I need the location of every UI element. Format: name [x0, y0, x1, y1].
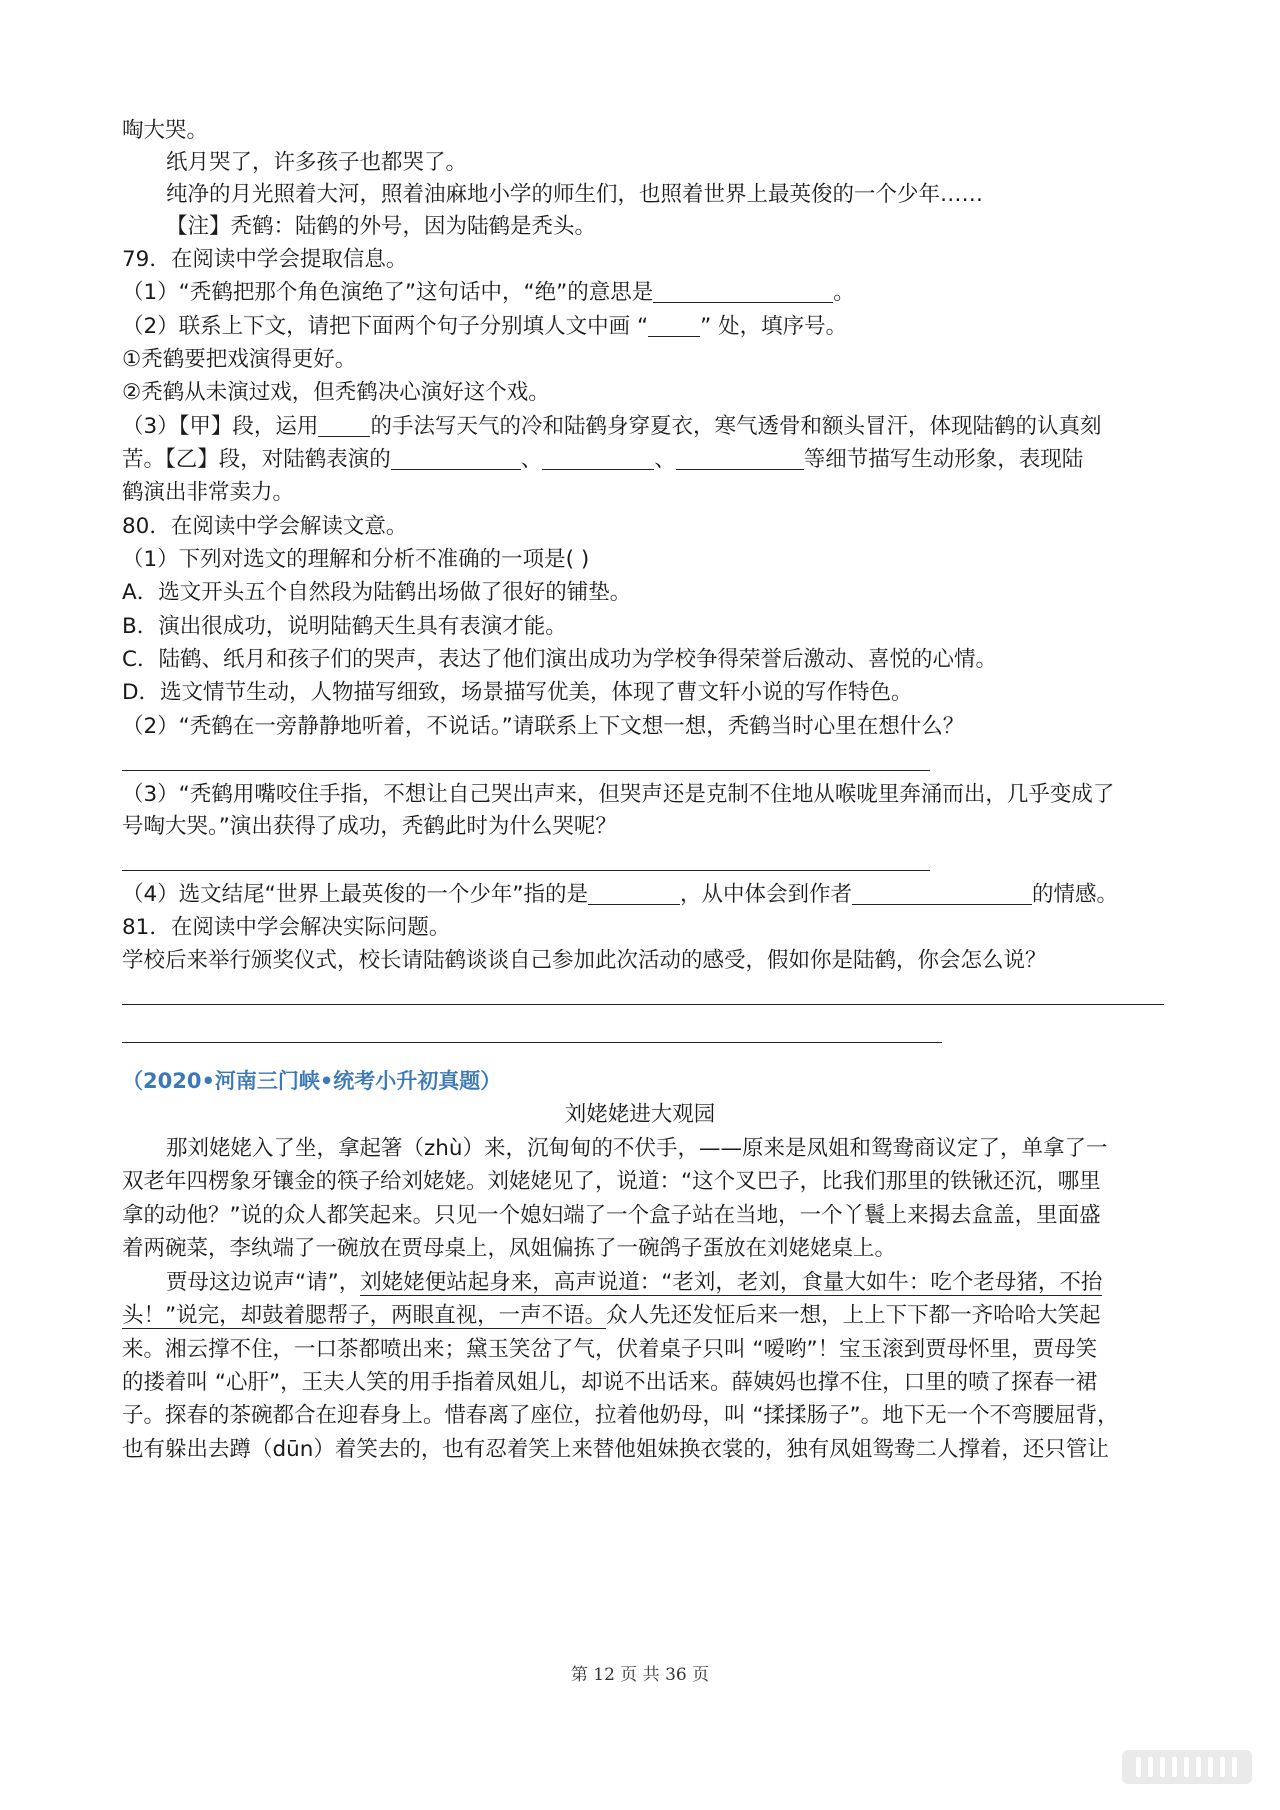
- question-text: ，从中体会到作者: [679, 882, 852, 907]
- page-footer: 第 12 页 共 36 页: [570, 1665, 710, 1685]
- answer-line[interactable]: [122, 1042, 942, 1043]
- passage-line: 双老年四楞象牙镶金的筷子给刘姥姥。刘姥姥见了，说道：“这个叉巴子，比我们那里的铁锹还沉，哪里: [122, 1169, 1101, 1194]
- question-80-1: （1）下列对选文的理解和分析不准确的一项是( ): [122, 547, 590, 572]
- question-text: 的情感。: [1031, 882, 1118, 907]
- answer-line[interactable]: [122, 870, 930, 871]
- underlined-sentence: 头！”说完，却鼓着腮帮子，两眼直视，一声不语。: [122, 1303, 607, 1328]
- question-text: 。: [833, 280, 855, 305]
- answer-blank[interactable]: [653, 276, 833, 303]
- passage-title: 刘姥姥进大观园: [564, 1102, 716, 1127]
- answer-blank[interactable]: [648, 310, 700, 337]
- answer-blank[interactable]: [542, 443, 654, 470]
- answer-line[interactable]: [122, 1004, 1164, 1005]
- passage-line: 也有躲出去蹲（dūn）着笑去的，也有忍着笑上来替他姐妹换衣裳的，独有凤姐鸳鸯二人撑着，还只管让: [122, 1437, 1109, 1462]
- question-text: 的手法写天气的冷和陆鹤身穿夏衣，寒气透骨和额头冒汗，体现陆鹤的认真刻: [370, 414, 1102, 439]
- passage-line: 的搂着叫 “心肝”，王夫人笑的用手指着凤姐儿，却说不出话来。薛姨妈也撑不住，口里的喷了探春一裙: [122, 1370, 1098, 1395]
- text-line: 纯净的月光照着大河，照着油麻地小学的师生们，也照着世界上最英俊的一个少年……: [166, 182, 984, 207]
- question-text: 等细节描写生动形象，表现陆: [803, 447, 1084, 472]
- question-79-3-end: 鹤演出非常卖力。: [122, 480, 295, 505]
- option-d: D．选文情节生动，人物描写细致，场景描写优美，体现了曹文轩小说的写作特色。: [122, 680, 913, 705]
- passage-text: 众人先还发怔后来一想，上上下下都一齐哈哈大笑起: [606, 1303, 1101, 1328]
- option-2: ②秃鹤从未演过戏，但秃鹤决心演好这个戏。: [122, 380, 550, 405]
- watermark-icon: [1122, 1750, 1252, 1784]
- question-text: 苦。【乙】段，对陆鹤表演的: [122, 447, 391, 472]
- question-text: （4）选文结尾“世界上最英俊的一个少年”指的是: [122, 882, 588, 907]
- answer-blank[interactable]: [391, 443, 521, 470]
- question-81: 81．在阅读中学会解决实际问题。: [122, 915, 451, 940]
- source-heading: （2020•河南三门峡•统考小升初真题）: [122, 1069, 502, 1093]
- question-80-3-cont: 号啕大哭。”演出获得了成功，秃鹤此时为什么哭呢？: [122, 814, 617, 839]
- answer-blank[interactable]: [318, 410, 370, 437]
- question-text: （2）联系上下文，请把下面两个句子分别填人文中画 “: [122, 314, 649, 339]
- option-a: A．选文开头五个自然段为陆鹤出场做了很好的铺垫。: [122, 580, 632, 605]
- question-text: 、: [520, 447, 543, 472]
- question-text: （3）【甲】段，运用: [122, 414, 319, 439]
- text-line: 纸月哭了，许多孩子也都哭了。: [166, 150, 468, 175]
- question-79: 79．在阅读中学会提取信息。: [122, 247, 408, 272]
- option-b: B．演出很成功，说明陆鹤天生具有表演才能。: [122, 614, 567, 639]
- question-80-3: （3）“秃鹤用嘴咬住手指，不想让自己哭出声来，但哭声还是克制不住地从喉咙里奔涌而出，几乎变成了: [122, 782, 1115, 807]
- question-80: 80．在阅读中学会解读文意。: [122, 514, 408, 539]
- passage-line: 着两碗菜，李纨端了一碗放在贾母桌上，凤姐偏拣了一碗鸽子蛋放在刘姥姥桌上。: [122, 1236, 897, 1261]
- answer-blank[interactable]: [676, 443, 804, 470]
- question-79-1: [122, 274, 1170, 312]
- passage-line: 那刘姥姥入了坐，拿起箸（zhù）来，沉甸甸的不伏手，——原来是凤姐和鸳鸯商议定了，单拿了一: [166, 1136, 1108, 1161]
- passage-line: 来。湘云撑不住，一口茶都喷出来；黛玉笑岔了气，伏着桌子只叫 “嗳哟”！宝玉滚到贾母怀里，贾母笑: [122, 1337, 1098, 1362]
- passage-text: 贾母这边说声“请”，: [166, 1270, 361, 1295]
- question-81-text: 学校后来举行颁奖仪式，校长请陆鹤谈谈自己参加此次活动的感受，假如你是陆鹤，你会怎么说？: [122, 948, 1047, 973]
- question-80-2: （2）“秃鹤在一旁静静地听着，不说话。”请联系上下文想一想，秃鹤当时心里在想什么？: [122, 714, 965, 739]
- option-c: C．陆鹤、纸月和孩子们的哭声，表达了他们演出成功为学校争得荣誉后激动、喜悦的心情。: [122, 647, 998, 672]
- passage-line: [122, 1297, 1170, 1335]
- question-text: ” 处，填序号。: [700, 314, 848, 339]
- question-text: 、: [654, 447, 676, 472]
- answer-line[interactable]: [122, 770, 930, 771]
- option-1: ①秃鹤要把戏演得更好。: [122, 347, 357, 372]
- underlined-sentence: 刘姥姥便站起身来，高声说道：“老刘，老刘，食量大如牛：吃个老母猪，不抬: [360, 1270, 1103, 1295]
- question-text: （1）“秃鹤把那个角色演绝了”这句话中，“绝”的意思是: [122, 280, 654, 305]
- answer-blank[interactable]: [588, 878, 680, 905]
- passage-line: 子。探春的茶碗都合在迎春身上。惜春离了座位，拉着他奶母，叫 “揉揉肠子”。地下无一个不弯腰屈背，: [122, 1403, 1119, 1428]
- note-line: 【注】秃鹤：陆鹤的外号，因为陆鹤是秃头。: [166, 214, 597, 239]
- answer-blank[interactable]: [852, 878, 1032, 905]
- passage-line: 拿的动他？”说的众人都笑起来。只见一个媳妇端了一个盒子站在当地，一个丫鬟上来揭去盒盖，里面盛: [122, 1203, 1101, 1228]
- text-line: 啕大哭。: [122, 118, 209, 143]
